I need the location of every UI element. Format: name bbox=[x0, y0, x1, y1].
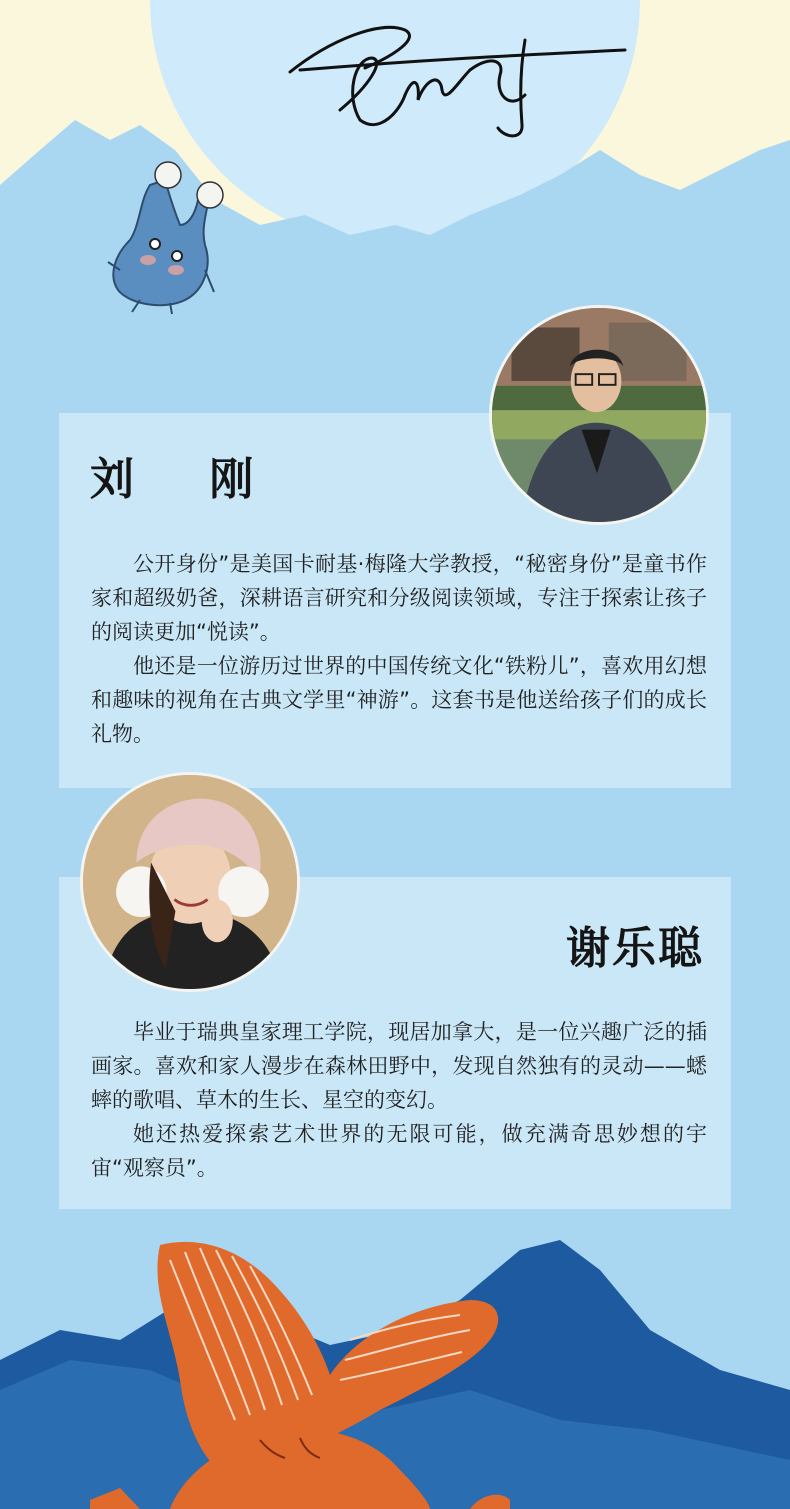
author-1-photo bbox=[489, 305, 709, 525]
author-1-bio-paragraph: 他还是一位游历过世界的中国传统文化“铁粉儿”，喜欢用幻想和趣味的视角在古典文学里“神游”。这套书是他送给孩子们的成长礼物。 bbox=[91, 654, 707, 746]
author-2-bio bbox=[91, 1015, 707, 1185]
author-2-bio-paragraph: 她还热爱探索艺术世界的无限可能，做充满奇思妙想的宇宙“观察员”。 bbox=[91, 1122, 707, 1180]
author-1-name: 刘 刚 bbox=[90, 454, 284, 505]
author-2-bio-paragraph: 毕业于瑞典皇家理工学院，现居加拿大，是一位兴趣广泛的插画家。喜欢和家人漫步在森林田野中，发现自然独有的灵动——蟋蟀的歌唱、草木的生长、星空的变幻。 bbox=[91, 1020, 707, 1112]
author-1-bio bbox=[91, 547, 707, 751]
author-1-bio-paragraph: 公开身份”是美国卡耐基·梅隆大学教授，“秘密身份”是童书作家和超级奶爸，深耕语言研究和分级阅读领域，专注于探索让孩子的阅读更加“悦读”。 bbox=[91, 552, 707, 644]
author-2-name: 谢乐聪 bbox=[566, 923, 704, 974]
author-2-photo bbox=[80, 772, 300, 992]
